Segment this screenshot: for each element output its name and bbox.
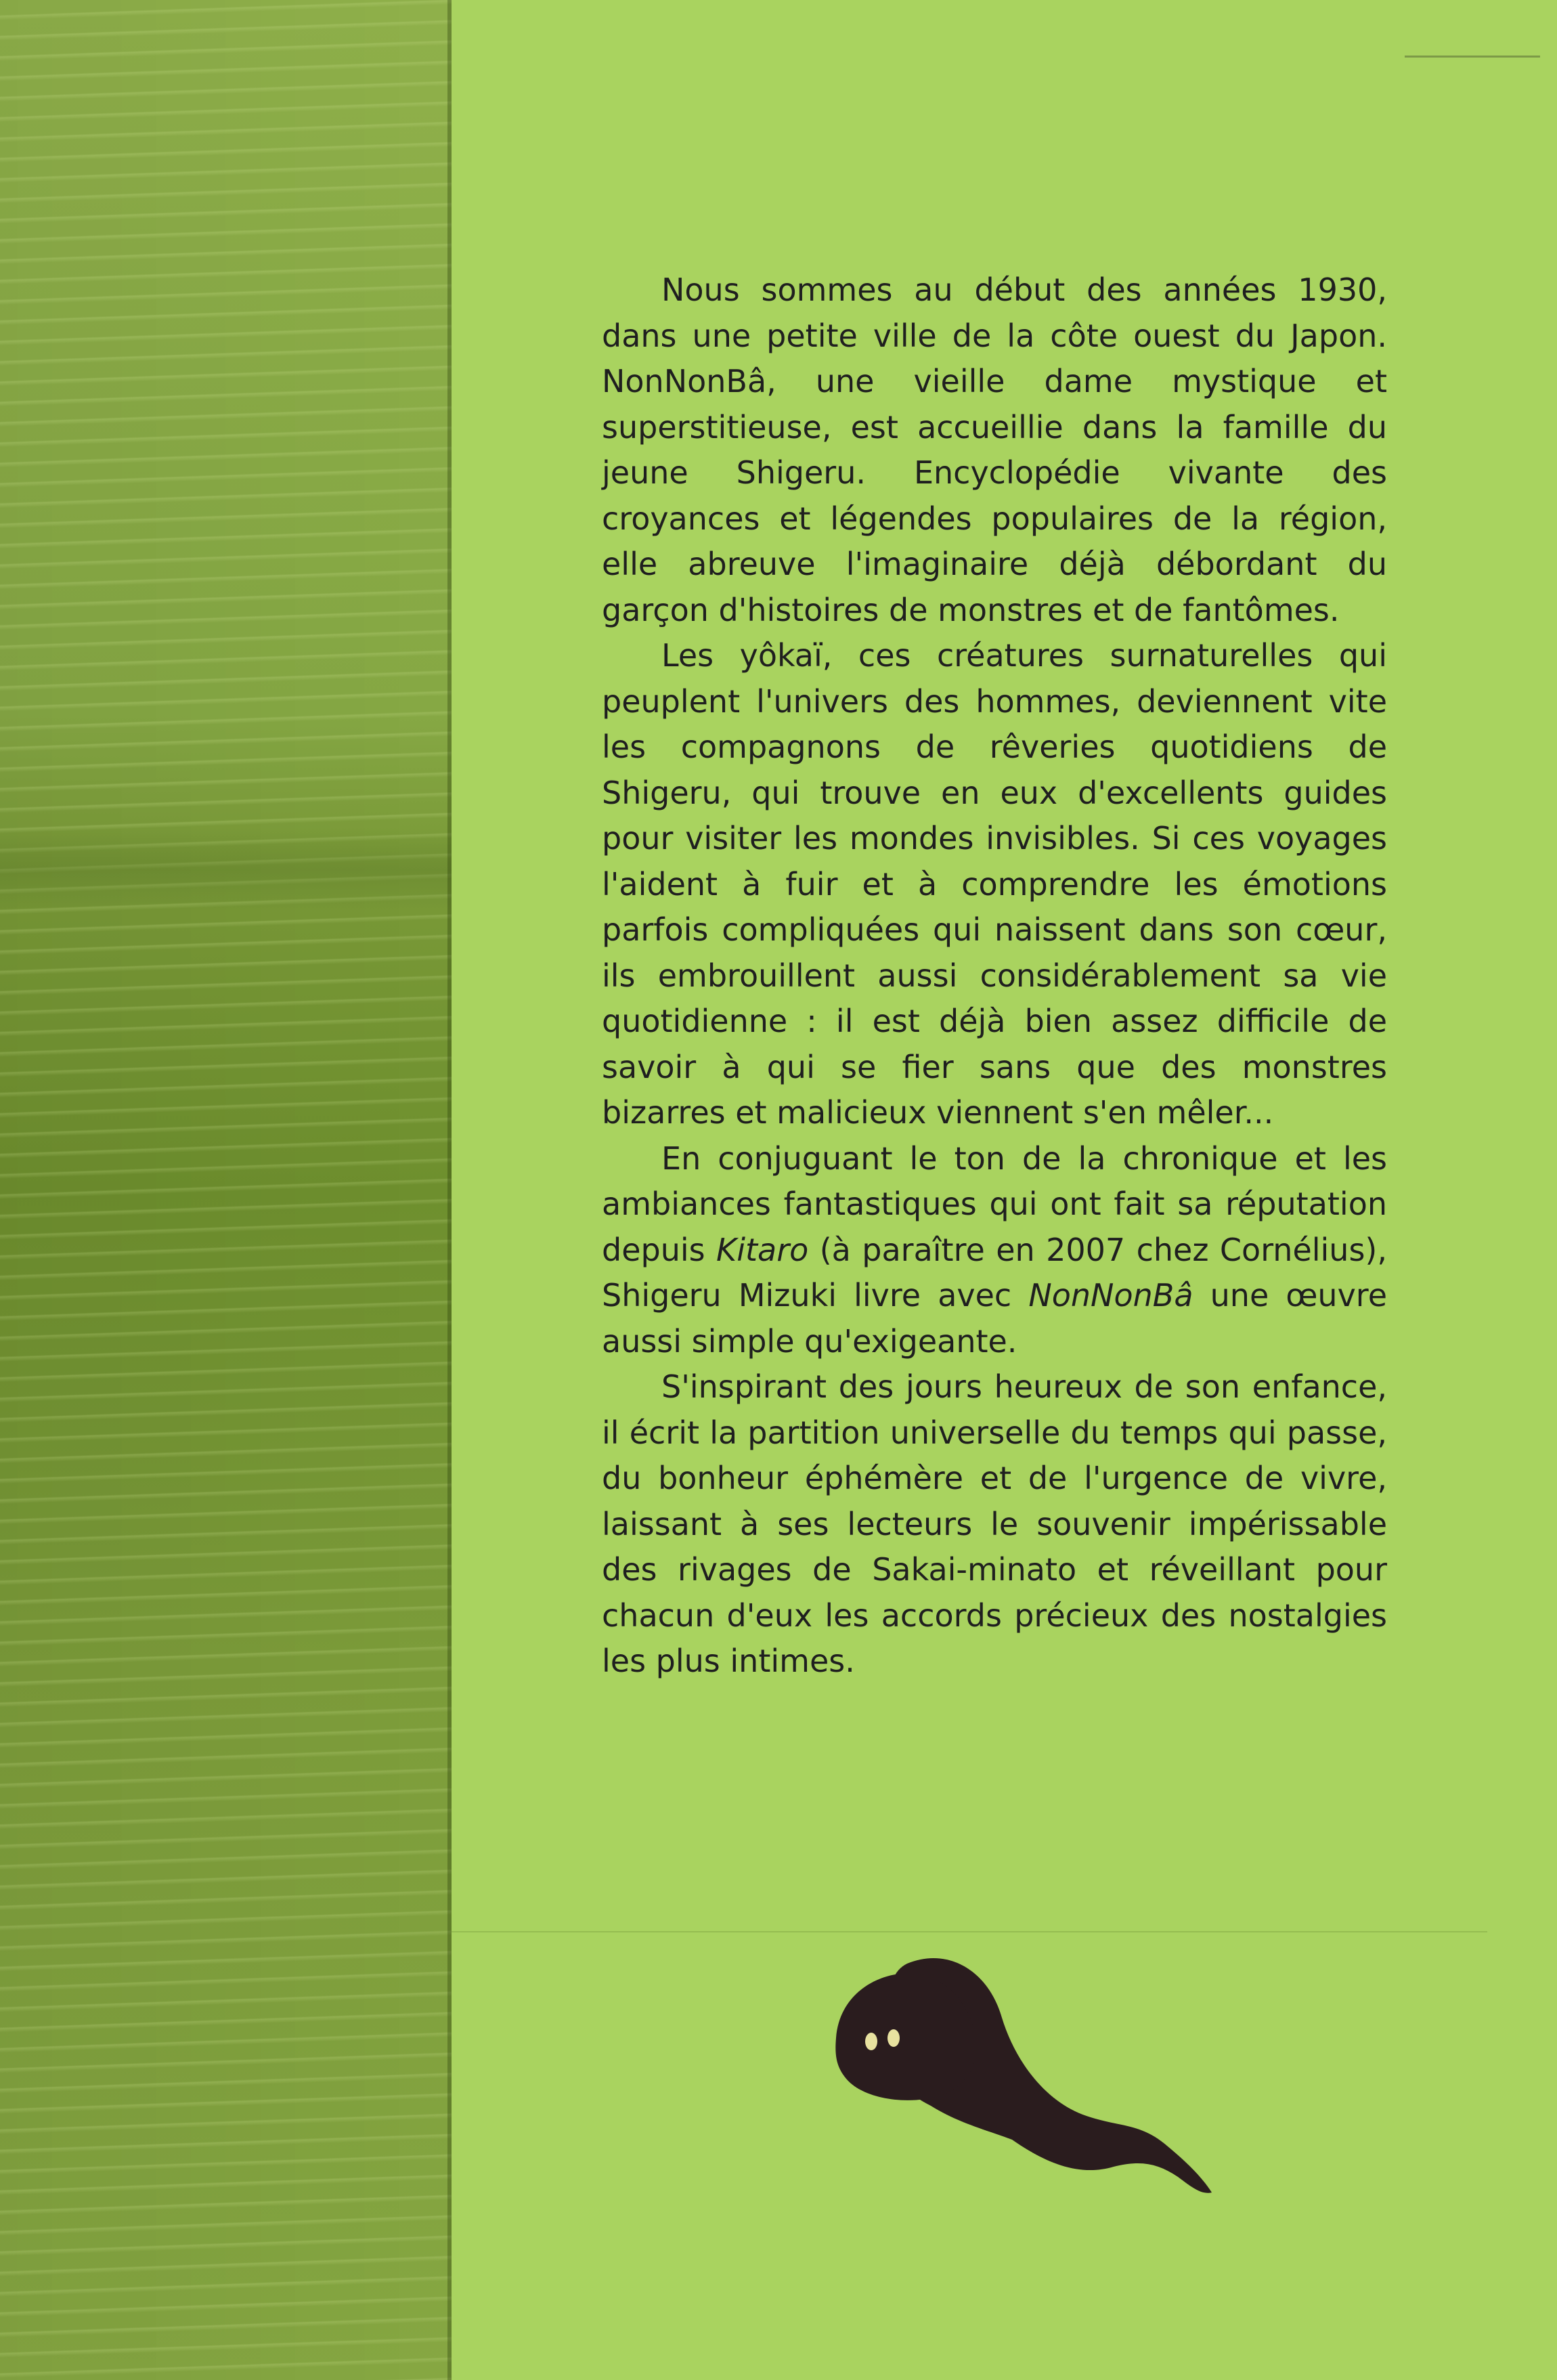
paragraph-4: S'inspirant des jours heureux de son enfance, il écrit la partition universelle du temps qui passe, du bonheur éphémère et de l'urgence de vivre, laissant à ses lecteurs le souvenir impérissable des rivages de Sakai-minato et réveillant pour chacun d'eux les accords précieux des nostalgies les plus intimes. [602,1368,1387,1679]
paragraph-2: Les yôkaï, ces créatures surnaturelles qui peuplent l'univers des hommes, deviennent vite les compagnons de rêveries quotidiens de Shigeru, qui trouve en eux d'excellents guides pour visiter les mondes invisibles. Si ces voyages l'aident à fuir et à comprendre les émotions parfois compliquées qui naissent dans son cœur, ils embrouillent aussi considérablement sa vie quotidienne : il est déjà bien assez difficile de savoir à qui se fier sans que des monstres bizarres et malicieux viennent s'en mêler... [602,637,1387,1131]
sea-horizon [0,829,452,911]
title-kitaro: Kitaro [716,1231,809,1268]
paragraph-3-part-3: une œuvre aussi simple qu'exigeante. [602,1277,1387,1360]
divider-line [452,1931,1487,1932]
paragraph-3-part-2: (à paraître en 2007 chez Cornélius), Shigeru Mizuki livre avec [602,1231,1388,1314]
title-nonnonba: NonNonBâ [1028,1277,1193,1314]
paragraph-1: Nous sommes au début des années 1930, dans une petite ville de la côte ouest du Japon. NonNonBâ, une vieille dame mystique et superstitieuse, est accueillie dans la famille du jeune Shigeru. Encyclopédie vivante des croyances et légendes populaires de la région, elle abreuve l'imaginaire déjà débordant du garçon d'histoires de monstres et de fantômes. [602,272,1387,628]
corner-mark [1405,56,1540,58]
yokai-creature-svg [823,1943,1229,2241]
yokai-creature-icon [823,1943,1229,2241]
paragraph-3-part-1: En conjuguant le ton de la chronique et les ambiances fantastiques qui ont fait sa réputation depuis [602,1140,1387,1268]
photo-band [0,0,452,2380]
band-edge [447,0,452,2380]
back-cover-text [602,267,1387,1685]
paragraph-3 [602,1136,1387,1365]
